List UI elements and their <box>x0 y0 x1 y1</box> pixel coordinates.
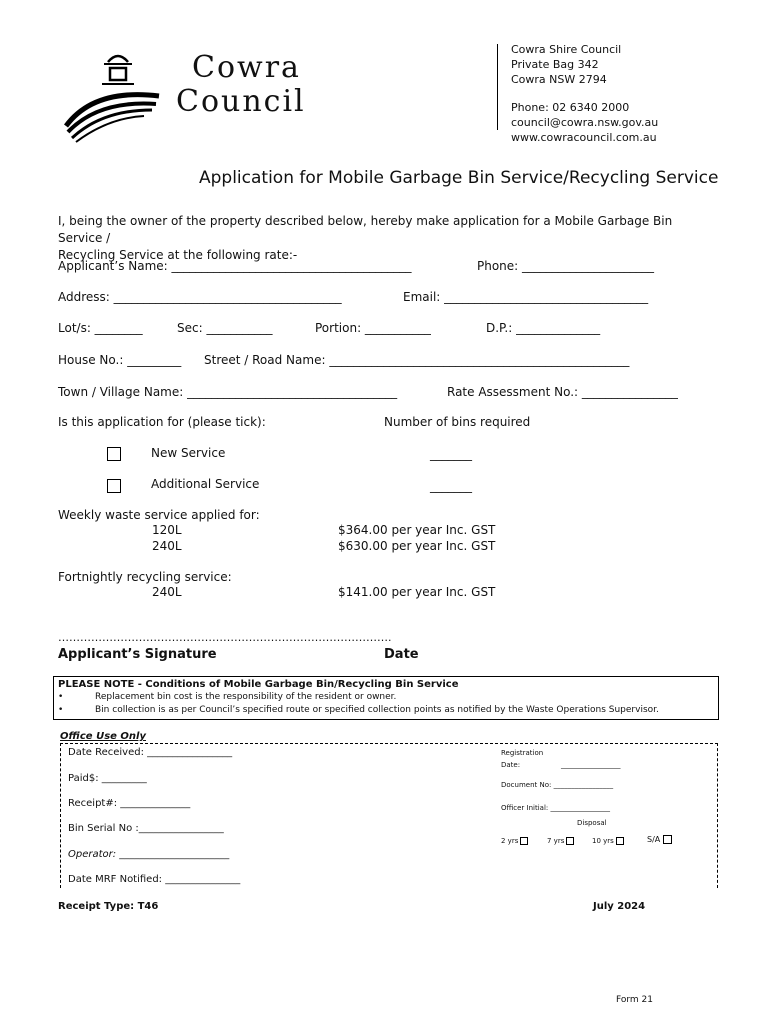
date-received-field[interactable]: Date Received: _________________ <box>68 747 233 758</box>
disposal-10yrs-label: 10 yrs <box>592 837 614 845</box>
contact-phone: Phone: 02 6340 2000 <box>511 101 630 114</box>
sec-field[interactable]: Sec: ___________ <box>177 321 273 335</box>
officer-initial-field[interactable]: Officer Initial: _________________ <box>501 804 610 812</box>
phone-field[interactable]: Phone: ______________________ <box>477 259 655 273</box>
registration-label: Registration <box>501 749 544 757</box>
applicant-name-field[interactable]: Applicant’s Name: ________________________________________ <box>58 259 412 273</box>
weekly-price-120: $364.00 per year Inc. GST <box>338 523 496 537</box>
bins-required-label: Number of bins required <box>384 415 531 429</box>
conditions-note <box>53 676 719 720</box>
disposal-sa-checkbox[interactable] <box>663 835 672 844</box>
disposal-7yrs-label: 7 yrs <box>547 837 565 845</box>
signature-label: Applicant’s Signature <box>58 647 217 662</box>
town-field[interactable]: Town / Village Name: ___________________________________ <box>58 385 398 399</box>
operator-field[interactable]: Operator: ______________________ <box>68 849 230 860</box>
weekly-size-120: 120L <box>152 523 182 537</box>
new-service-checkbox[interactable] <box>107 447 121 461</box>
logo-text-line1: Cowra <box>192 50 301 85</box>
contact-email: council@cowra.nsw.gov.au <box>511 116 659 129</box>
note-heading: PLEASE NOTE - Conditions of Mobile Garbage Bin/Recycling Bin Service <box>58 679 459 690</box>
weekly-size-240: 240L <box>152 539 182 553</box>
portion-field[interactable]: Portion: ___________ <box>315 321 431 335</box>
bin-serial-field[interactable]: Bin Serial No :_________________ <box>68 823 224 834</box>
header-divider <box>497 44 498 130</box>
street-field[interactable]: Street / Road Name: __________________________________________________ <box>204 353 630 367</box>
address-line2: Cowra NSW 2794 <box>511 73 607 86</box>
additional-service-bins-field[interactable]: _______ <box>430 479 472 493</box>
address-field[interactable]: Address: ______________________________________ <box>58 290 342 304</box>
disposal-2yrs-checkbox[interactable] <box>520 837 528 845</box>
form-number: Form 21 <box>616 995 653 1005</box>
weekly-heading: Weekly waste service applied for: <box>58 508 260 522</box>
receipt-field[interactable]: Receipt#: ______________ <box>68 798 191 809</box>
new-service-label: New Service <box>151 446 226 460</box>
receipt-type: Receipt Type: T46 <box>58 901 159 912</box>
intro-line1: I, being the owner of the property described below, hereby make application for a Mobile Garbage Bin Service / <box>58 214 673 245</box>
logo-text-line2: Council <box>176 84 306 119</box>
registration-date-label: Date: <box>501 761 521 769</box>
fortnightly-heading: Fortnightly recycling service: <box>58 570 232 584</box>
office-use-box <box>60 743 718 888</box>
additional-service-label: Additional Service <box>151 477 260 491</box>
disposal-7yrs[interactable] <box>547 837 574 845</box>
fortnightly-size-240: 240L <box>152 585 182 599</box>
disposal-10yrs-checkbox[interactable] <box>616 837 624 845</box>
note-item-2: Bin collection is as per Council’s specified route or specified collection points as notified by the Waste Operations Supervisor. <box>95 705 659 715</box>
email-field[interactable]: Email: __________________________________ <box>403 290 649 304</box>
logo-emblem-icon <box>64 48 164 143</box>
page-title: Application for Mobile Garbage Bin Service/Recycling Service <box>199 168 719 188</box>
org-name: Cowra Shire Council <box>511 43 622 56</box>
council-logo <box>64 48 164 143</box>
footer-date: July 2024 <box>593 901 646 912</box>
disposal-10yrs[interactable] <box>592 837 624 845</box>
disposal-2yrs-label: 2 yrs <box>501 837 519 845</box>
intro-paragraph <box>58 213 718 264</box>
contact-web: www.cowracouncil.com.au <box>511 131 657 144</box>
intro-line2: Recycling Service at the following rate:- <box>58 248 298 262</box>
weekly-price-240: $630.00 per year Inc. GST <box>338 539 496 553</box>
date-mrf-field[interactable]: Date MRF Notified: _______________ <box>68 874 241 885</box>
tick-question: Is this application for (please tick): <box>58 415 266 429</box>
additional-service-checkbox[interactable] <box>107 479 121 493</box>
fortnightly-price-240: $141.00 per year Inc. GST <box>338 585 496 599</box>
paid-field[interactable]: Paid$: _________ <box>68 773 147 784</box>
address-line1: Private Bag 342 <box>511 58 599 71</box>
lots-field[interactable]: Lot/s: ________ <box>58 321 143 335</box>
note-bullet-1: • <box>58 692 64 702</box>
note-bullet-2: • <box>58 705 64 715</box>
note-item-1: Replacement bin cost is the responsibility of the resident or owner. <box>95 692 397 702</box>
rate-assessment-field[interactable]: Rate Assessment No.: ________________ <box>447 385 678 399</box>
new-service-bins-field[interactable]: _______ <box>430 447 472 461</box>
document-no-field[interactable]: Document No: _________________ <box>501 781 614 789</box>
registration-date-field[interactable]: _________________ <box>561 761 621 769</box>
dp-field[interactable]: D.P.: ______________ <box>486 321 601 335</box>
signature-date-label: Date <box>384 647 419 662</box>
disposal-label: Disposal <box>577 819 607 827</box>
disposal-sa-label: S/A <box>647 835 661 844</box>
house-no-field[interactable]: House No.: _________ <box>58 353 182 367</box>
disposal-2yrs[interactable] <box>501 837 528 845</box>
signature-line[interactable]: ………………………………………………………………………………. <box>58 631 392 644</box>
disposal-7yrs-checkbox[interactable] <box>566 837 574 845</box>
contact-block <box>511 42 658 145</box>
office-use-heading: Office Use Only <box>60 731 146 742</box>
disposal-sa[interactable] <box>647 835 672 844</box>
